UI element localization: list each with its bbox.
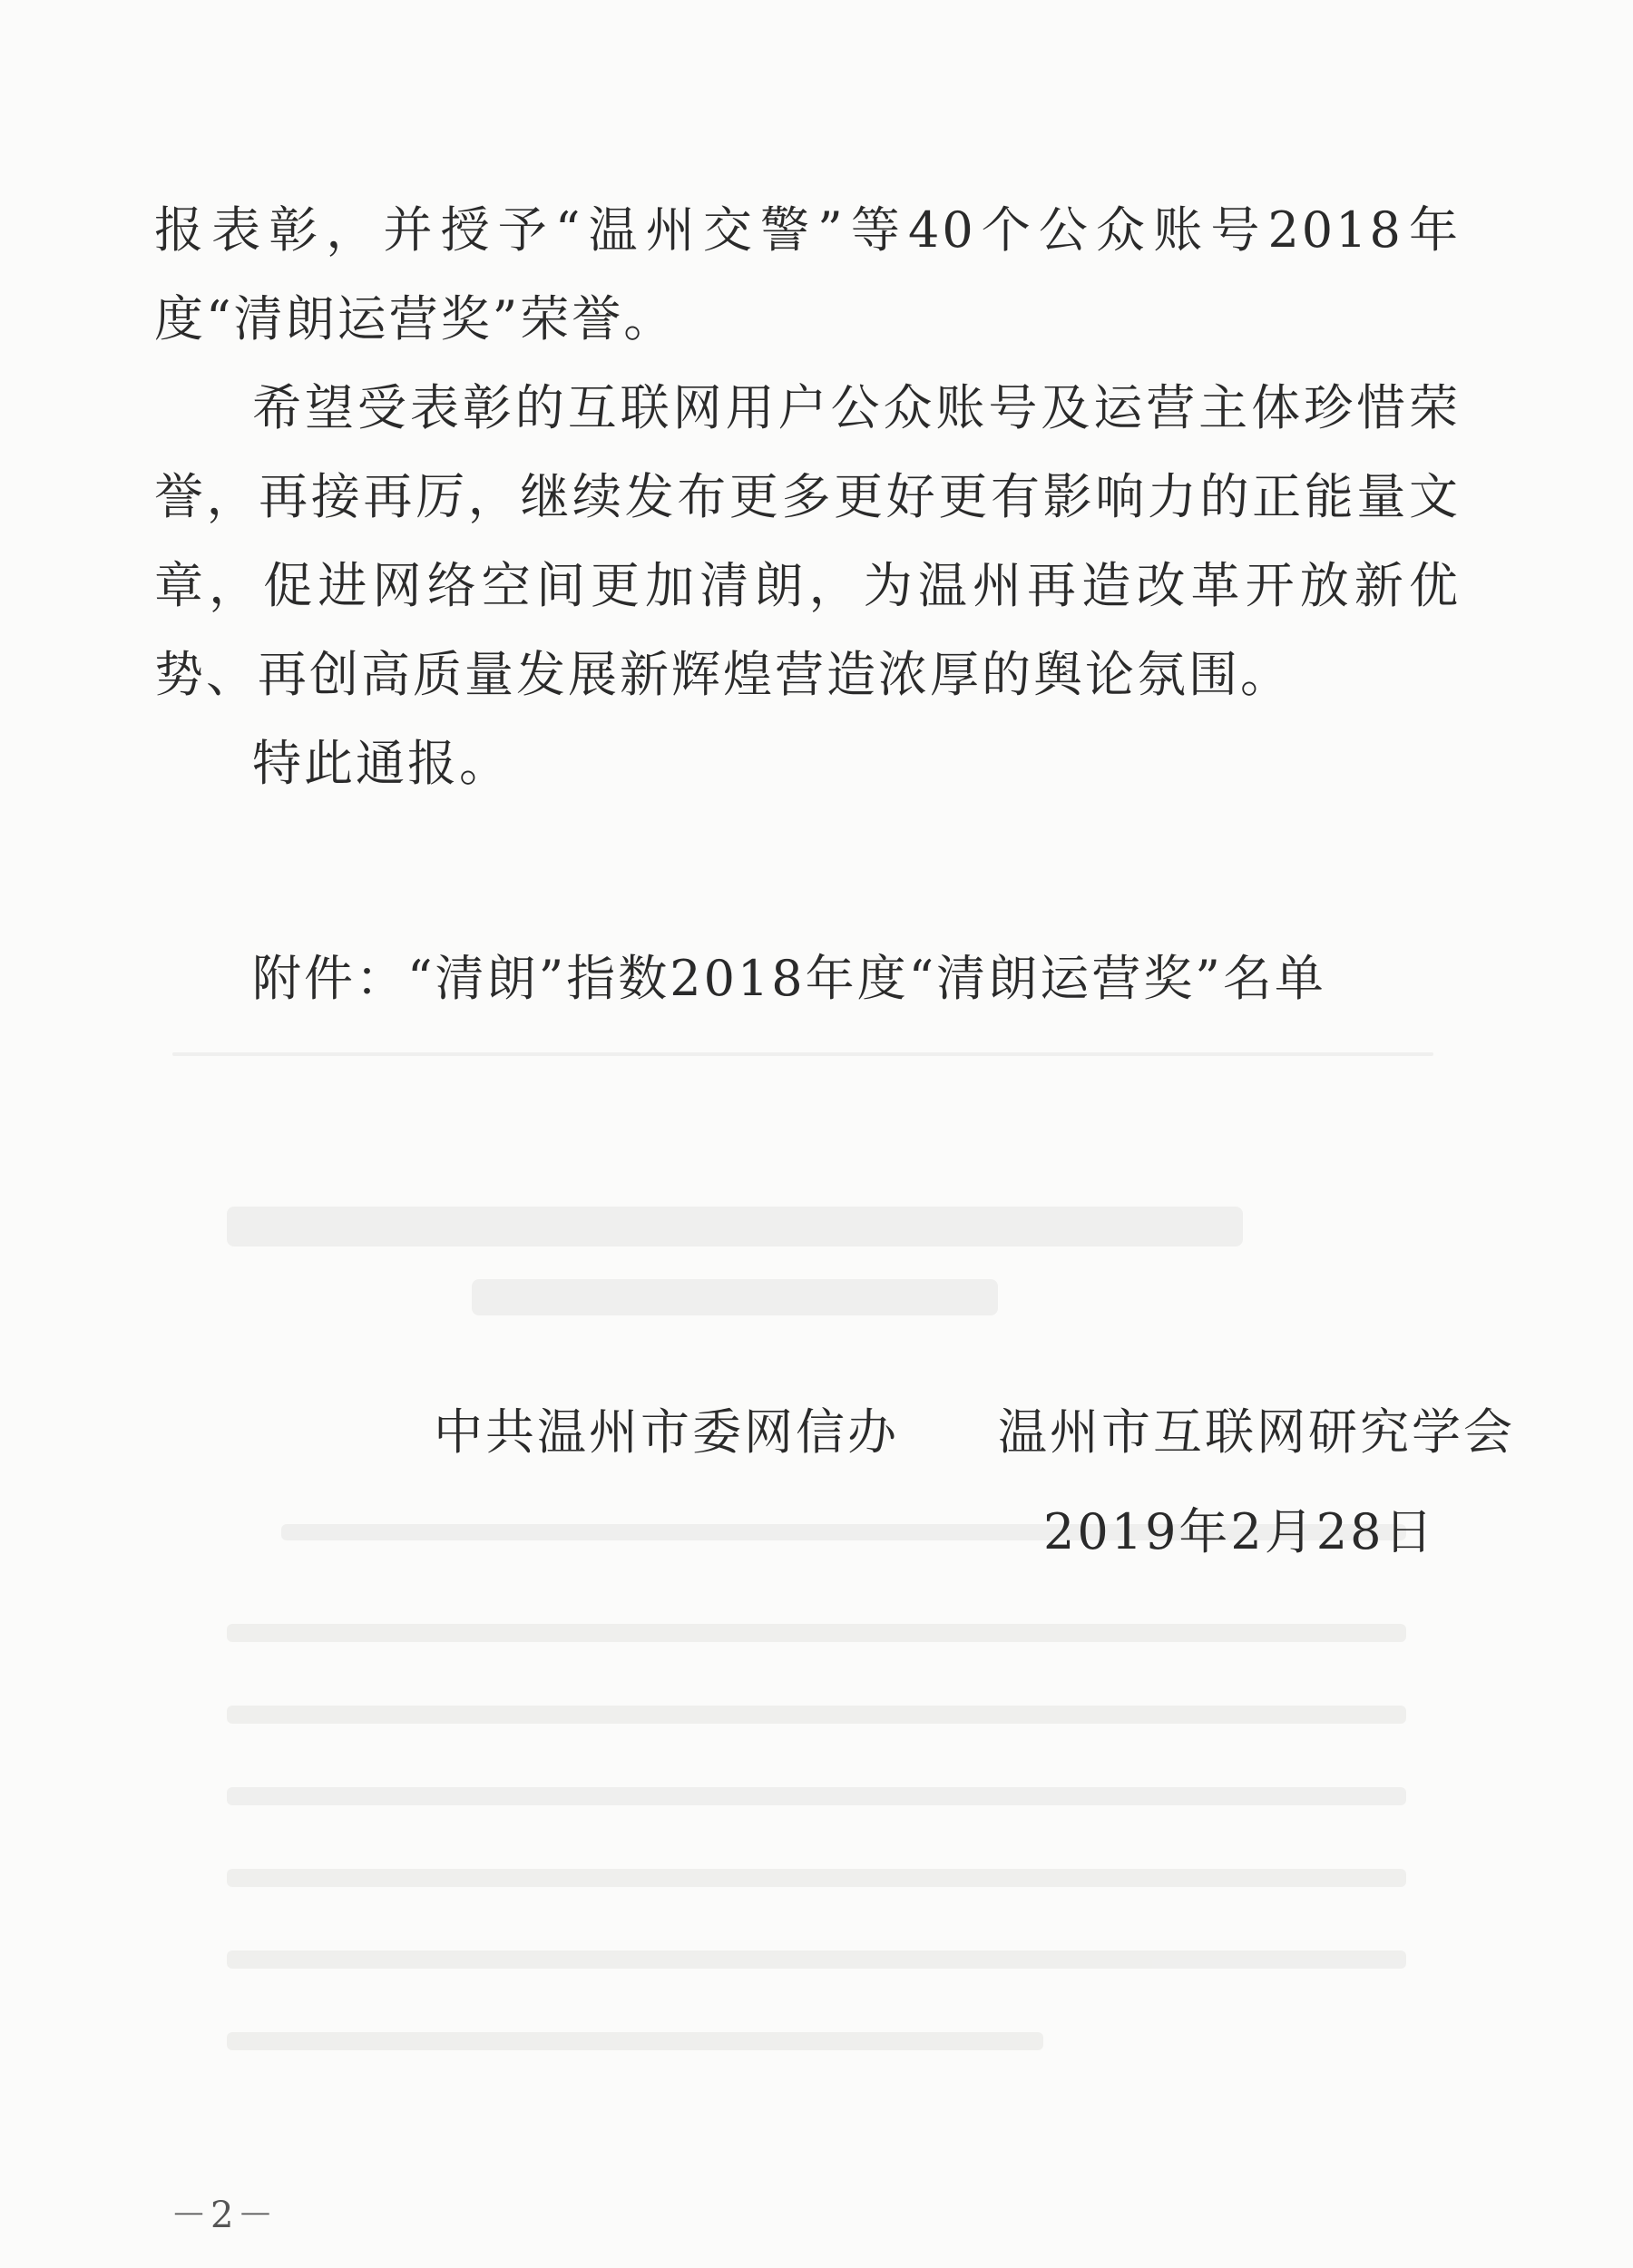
signatory-left: 中共温州市委网信办 (434, 1403, 899, 1461)
paragraph-commendation-end: 报表彰，并授予“温州交警”等40个公众账号2018年度“清朗运营奖”荣誉。 (154, 201, 1461, 347)
signatory-right: 温州市互联网研究学会 (998, 1403, 1515, 1461)
document-body (154, 186, 1461, 808)
page-number: －2－ (171, 2195, 278, 2236)
attachment-line: 附件：“清朗”指数2018年度“清朗运营奖”名单 (252, 950, 1326, 1007)
document-date: 2019年2月28日 (1043, 1503, 1436, 1560)
paragraph-closing: 特此通报。 (252, 735, 511, 792)
paragraph-hope: 希望受表彰的互联网用户公众账号及运营主体珍惜荣誉，再接再厉，继续发布更多更好更有影响力的正能量文章，促进网络空间更加清朗，为温州再造改革开放新优势、再创高质量发展新辉煌营造浓厚的舆论氛围。 (154, 379, 1461, 703)
